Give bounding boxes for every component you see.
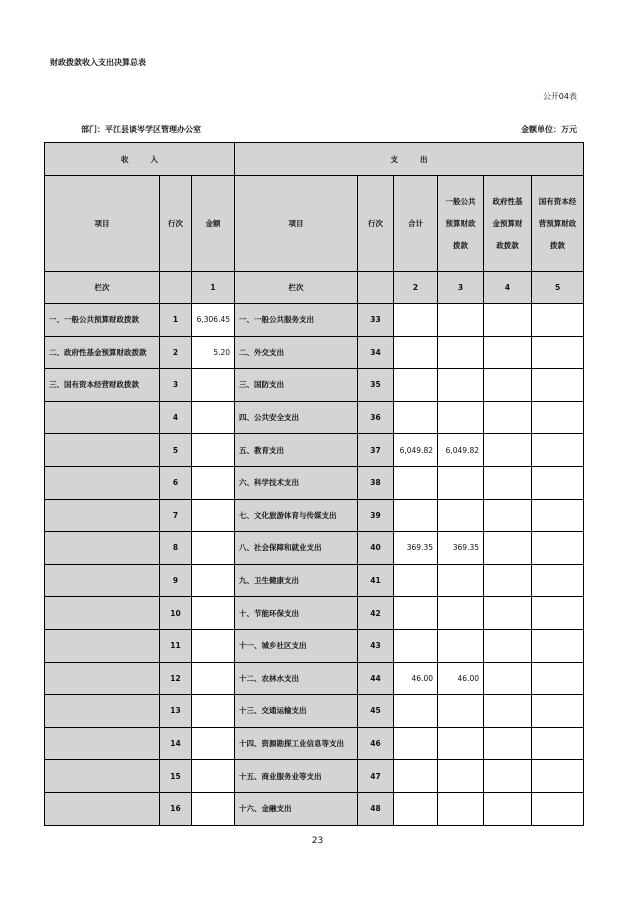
table-row xyxy=(45,336,584,369)
expense-general-budget xyxy=(438,304,484,337)
table-row xyxy=(45,597,584,630)
department-label: 部门：平江县谈岑学区管理办公室 xyxy=(81,125,201,134)
expense-state-capital xyxy=(532,597,584,630)
expense-general-budget xyxy=(438,695,484,728)
table-row xyxy=(45,532,584,565)
expense-state-capital xyxy=(532,629,584,662)
col-header-state-line-2: 营预算财政 xyxy=(538,218,577,228)
expense-state-capital xyxy=(532,792,584,825)
income-item xyxy=(45,727,160,760)
expense-gov-fund xyxy=(484,792,532,825)
expense-general-budget xyxy=(438,369,484,402)
col-header-general-line-2: 预算财政 xyxy=(445,218,476,228)
form-code: 公开04表 xyxy=(542,92,577,101)
expense-row-no: 35 xyxy=(358,369,394,402)
expense-item: 一、一般公共服务支出 xyxy=(235,304,358,337)
expense-state-capital xyxy=(532,466,584,499)
expense-row-no: 46 xyxy=(358,727,394,760)
table-row xyxy=(45,304,584,337)
income-row-no: 12 xyxy=(160,662,192,695)
expense-header-char-1: 支 xyxy=(390,154,399,164)
income-amount xyxy=(192,466,235,499)
expense-gov-fund xyxy=(484,304,532,337)
expense-state-capital xyxy=(532,662,584,695)
table-row xyxy=(45,760,584,793)
column-header-row xyxy=(45,176,584,272)
expense-total xyxy=(394,499,438,532)
expense-state-capital xyxy=(532,695,584,728)
expense-row-no: 36 xyxy=(358,401,394,434)
index-4: 4 xyxy=(484,272,532,304)
expense-gov-fund xyxy=(484,564,532,597)
expense-row-no: 43 xyxy=(358,629,394,662)
expense-row-no: 48 xyxy=(358,792,394,825)
expense-total xyxy=(394,727,438,760)
document-title: 财政拨款收入支出决算总表 xyxy=(50,58,146,67)
expense-gov-fund xyxy=(484,369,532,402)
income-section-header xyxy=(45,143,235,176)
col-header-general-line-1: 一般公共 xyxy=(445,196,476,206)
expense-item: 四、公共安全支出 xyxy=(235,401,358,434)
col-header-gov-fund xyxy=(484,176,532,272)
expense-item: 五、教育支出 xyxy=(235,434,358,467)
expense-total xyxy=(394,304,438,337)
table-row xyxy=(45,662,584,695)
table-row xyxy=(45,727,584,760)
expense-total xyxy=(394,792,438,825)
expense-state-capital xyxy=(532,336,584,369)
expense-general-budget xyxy=(438,792,484,825)
expense-general-budget xyxy=(438,760,484,793)
table-row xyxy=(45,564,584,597)
income-item xyxy=(45,434,160,467)
expense-total xyxy=(394,564,438,597)
expense-row-no: 34 xyxy=(358,336,394,369)
income-row-no: 7 xyxy=(160,499,192,532)
col-header-row-no-expense: 行次 xyxy=(358,176,394,272)
income-row-no: 1 xyxy=(160,304,192,337)
income-item xyxy=(45,629,160,662)
expense-gov-fund xyxy=(484,597,532,630)
index-1: 1 xyxy=(192,272,235,304)
table-row xyxy=(45,369,584,402)
expense-gov-fund xyxy=(484,695,532,728)
expense-item: 七、文化旅游体育与传媒支出 xyxy=(235,499,358,532)
table-row xyxy=(45,792,584,825)
expense-row-no: 44 xyxy=(358,662,394,695)
income-row-no: 13 xyxy=(160,695,192,728)
income-row-no: 14 xyxy=(160,727,192,760)
expense-row-no: 42 xyxy=(358,597,394,630)
expense-total: 369.35 xyxy=(394,532,438,565)
expense-general-budget xyxy=(438,499,484,532)
col-header-state-capital xyxy=(532,176,584,272)
expense-general-budget: 46.00 xyxy=(438,662,484,695)
income-item xyxy=(45,695,160,728)
income-amount xyxy=(192,727,235,760)
income-amount xyxy=(192,695,235,728)
income-amount xyxy=(192,760,235,793)
expense-gov-fund xyxy=(484,629,532,662)
income-amount xyxy=(192,792,235,825)
income-item xyxy=(45,466,160,499)
income-row-no: 11 xyxy=(160,629,192,662)
table-row xyxy=(45,466,584,499)
expense-row-no: 41 xyxy=(358,564,394,597)
expense-total xyxy=(394,401,438,434)
income-amount xyxy=(192,434,235,467)
income-header-char-2: 入 xyxy=(150,154,158,164)
expense-item: 十一、城乡社区支出 xyxy=(235,629,358,662)
finance-summary-table xyxy=(44,142,584,826)
expense-state-capital xyxy=(532,369,584,402)
income-item: 三、国有资本经营财政拨款 xyxy=(45,369,160,402)
expense-total xyxy=(394,695,438,728)
expense-general-budget xyxy=(438,629,484,662)
expense-row-no: 40 xyxy=(358,532,394,565)
income-row-no: 3 xyxy=(160,369,192,402)
expense-total: 6,049.82 xyxy=(394,434,438,467)
expense-item: 十三、交通运输支出 xyxy=(235,695,358,728)
expense-general-budget xyxy=(438,727,484,760)
col-header-total: 合计 xyxy=(394,176,438,272)
col-header-state-line-1: 国有资本经 xyxy=(538,196,577,206)
income-amount xyxy=(192,564,235,597)
income-item xyxy=(45,564,160,597)
expense-total xyxy=(394,466,438,499)
income-header-char-1: 收 xyxy=(121,154,129,164)
expense-total: 46.00 xyxy=(394,662,438,695)
expense-general-budget xyxy=(438,597,484,630)
income-row-no: 5 xyxy=(160,434,192,467)
income-item xyxy=(45,597,160,630)
expense-item: 十二、农林水支出 xyxy=(235,662,358,695)
table-row xyxy=(45,401,584,434)
col-header-general-line-3: 拨款 xyxy=(453,240,469,250)
col-header-item-expense: 项目 xyxy=(235,176,358,272)
expense-item: 九、卫生健康支出 xyxy=(235,564,358,597)
page-number: 23 xyxy=(311,836,324,846)
expense-gov-fund xyxy=(484,466,532,499)
expense-state-capital xyxy=(532,727,584,760)
expense-gov-fund xyxy=(484,760,532,793)
expense-total xyxy=(394,369,438,402)
income-row-no: 8 xyxy=(160,532,192,565)
expense-state-capital xyxy=(532,760,584,793)
expense-gov-fund xyxy=(484,532,532,565)
income-item: 二、政府性基金预算财政拨款 xyxy=(45,336,160,369)
expense-gov-fund xyxy=(484,662,532,695)
expense-item: 十、节能环保支出 xyxy=(235,597,358,630)
index-5: 5 xyxy=(532,272,584,304)
expense-general-budget xyxy=(438,466,484,499)
income-row-no: 4 xyxy=(160,401,192,434)
expense-item: 八、社会保障和就业支出 xyxy=(235,532,358,565)
expense-state-capital xyxy=(532,499,584,532)
col-header-state-line-3: 拨款 xyxy=(550,240,566,250)
expense-total xyxy=(394,597,438,630)
income-amount xyxy=(192,662,235,695)
income-item xyxy=(45,499,160,532)
income-item xyxy=(45,662,160,695)
income-row-no: 16 xyxy=(160,792,192,825)
section-header-row xyxy=(45,143,584,176)
data-rows xyxy=(45,304,584,826)
expense-state-capital xyxy=(532,304,584,337)
income-item xyxy=(45,760,160,793)
expense-general-budget xyxy=(438,564,484,597)
index-2: 2 xyxy=(394,272,438,304)
index-label-expense: 栏次 xyxy=(235,272,358,304)
expense-general-budget xyxy=(438,336,484,369)
expense-row-no: 37 xyxy=(358,434,394,467)
income-item xyxy=(45,792,160,825)
index-row xyxy=(45,272,584,304)
expense-row-no: 47 xyxy=(358,760,394,793)
table-row xyxy=(45,629,584,662)
expense-gov-fund xyxy=(484,499,532,532)
col-header-amount: 金额 xyxy=(192,176,235,272)
index-3: 3 xyxy=(438,272,484,304)
expense-total xyxy=(394,629,438,662)
income-amount xyxy=(192,401,235,434)
income-amount: 5.20 xyxy=(192,336,235,369)
income-amount xyxy=(192,369,235,402)
income-amount: 6,306.45 xyxy=(192,304,235,337)
income-amount xyxy=(192,532,235,565)
expense-item: 三、国防支出 xyxy=(235,369,358,402)
expense-general-budget: 6,049.82 xyxy=(438,434,484,467)
expense-item: 十五、商业服务业等支出 xyxy=(235,760,358,793)
table-row xyxy=(45,695,584,728)
expense-item: 十六、金融支出 xyxy=(235,792,358,825)
col-header-item: 项目 xyxy=(45,176,160,272)
income-amount xyxy=(192,597,235,630)
expense-header-char-2: 出 xyxy=(420,154,428,164)
income-row-no: 9 xyxy=(160,564,192,597)
index-label: 栏次 xyxy=(45,272,160,304)
expense-state-capital xyxy=(532,401,584,434)
expense-gov-fund xyxy=(484,434,532,467)
amount-unit-label: 金额单位：万元 xyxy=(521,125,577,134)
table-row xyxy=(45,434,584,467)
income-amount xyxy=(192,499,235,532)
income-row-no: 6 xyxy=(160,466,192,499)
col-header-fund-line-2: 金预算财 xyxy=(492,218,523,228)
expense-item: 二、外交支出 xyxy=(235,336,358,369)
income-row-no: 15 xyxy=(160,760,192,793)
index-blank-1 xyxy=(160,272,192,304)
expense-section-header xyxy=(235,143,584,176)
expense-row-no: 45 xyxy=(358,695,394,728)
expense-general-budget: 369.35 xyxy=(438,532,484,565)
col-header-fund-line-1: 政府性基 xyxy=(492,196,523,206)
expense-general-budget xyxy=(438,401,484,434)
expense-row-no: 33 xyxy=(358,304,394,337)
expense-row-no: 38 xyxy=(358,466,394,499)
col-header-general-budget xyxy=(438,176,484,272)
income-row-no: 10 xyxy=(160,597,192,630)
col-header-fund-line-3: 政拨款 xyxy=(496,240,519,250)
col-header-row-no: 行次 xyxy=(160,176,192,272)
index-blank-2 xyxy=(358,272,394,304)
income-row-no: 2 xyxy=(160,336,192,369)
income-item: 一、一般公共预算财政拨款 xyxy=(45,304,160,337)
expense-total xyxy=(394,760,438,793)
expense-gov-fund xyxy=(484,336,532,369)
expense-state-capital xyxy=(532,434,584,467)
expense-state-capital xyxy=(532,532,584,565)
table-row xyxy=(45,499,584,532)
expense-item: 六、科学技术支出 xyxy=(235,466,358,499)
expense-gov-fund xyxy=(484,401,532,434)
income-amount xyxy=(192,629,235,662)
expense-item: 十四、资源勘探工业信息等支出 xyxy=(235,727,358,760)
income-item xyxy=(45,401,160,434)
income-item xyxy=(45,532,160,565)
expense-gov-fund xyxy=(484,727,532,760)
expense-total xyxy=(394,336,438,369)
expense-row-no: 39 xyxy=(358,499,394,532)
expense-state-capital xyxy=(532,564,584,597)
